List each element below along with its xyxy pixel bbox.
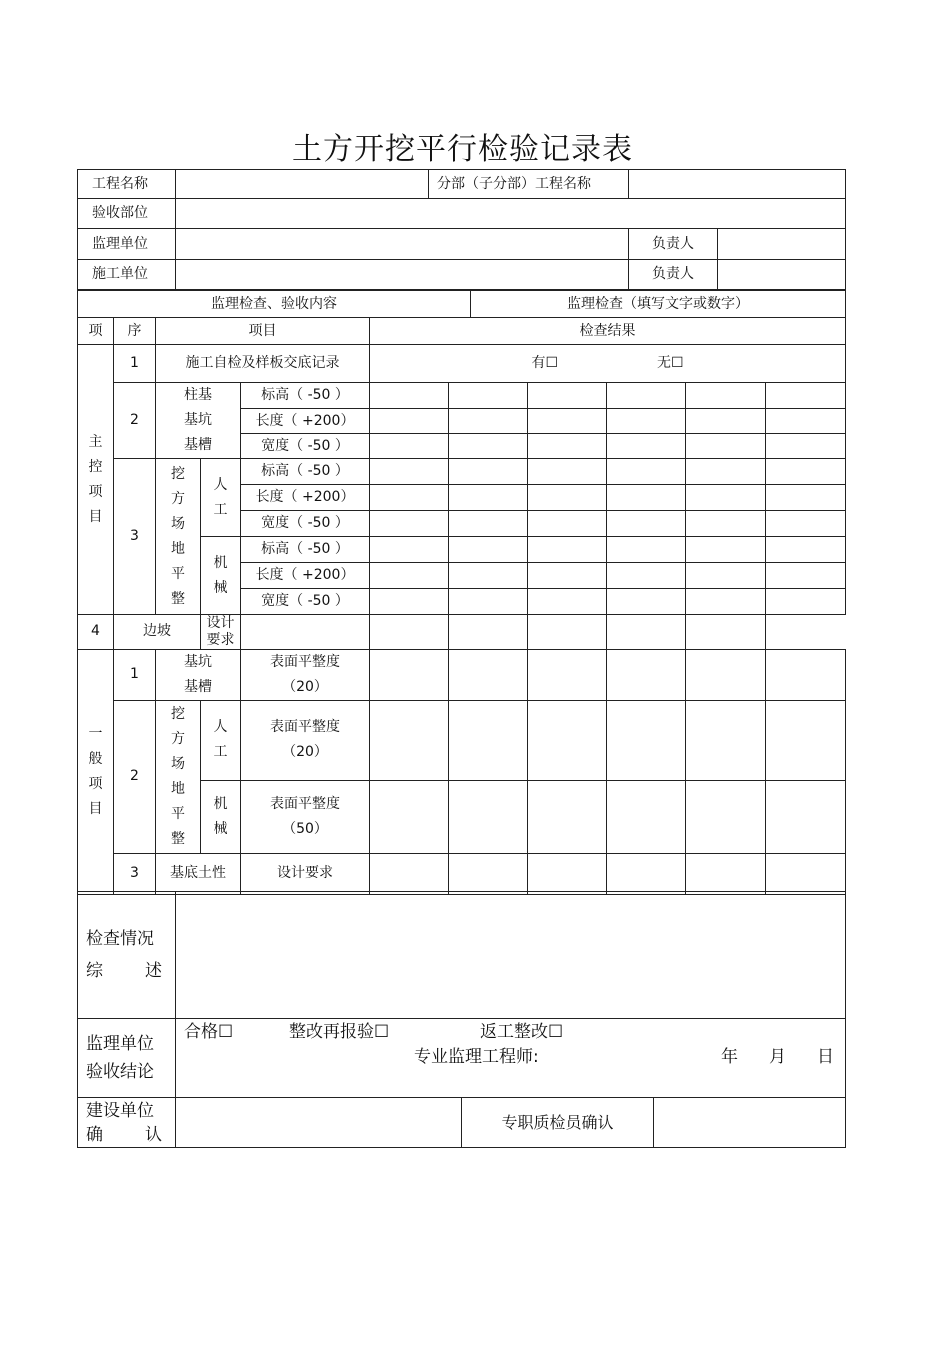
sub-project-field[interactable] <box>629 170 846 199</box>
result-cell[interactable] <box>370 485 449 511</box>
result-cell[interactable] <box>607 700 686 780</box>
result-cell[interactable] <box>766 649 846 700</box>
result-cell[interactable] <box>686 485 766 511</box>
result-cell[interactable] <box>607 780 686 853</box>
mc2-item: 宽度（ -50 ） <box>241 434 370 459</box>
gen-seq-3: 3 <box>114 853 156 894</box>
mc-seq-2: 2 <box>114 383 156 459</box>
result-cell[interactable] <box>766 563 846 589</box>
result-cell[interactable] <box>449 434 528 459</box>
conclusion-field <box>176 1019 846 1098</box>
gen-seq-2: 2 <box>114 700 156 853</box>
result-cell[interactable] <box>766 537 846 563</box>
inspection-table <box>77 317 846 895</box>
result-cell[interactable] <box>449 383 528 409</box>
gen-seq-1: 1 <box>114 649 156 700</box>
result-cell[interactable] <box>607 409 686 434</box>
result-cell[interactable] <box>370 589 449 615</box>
general-items-label: 一 般 项 目 <box>78 649 114 894</box>
mc-pit-group: 柱基 基坑 基槽 <box>156 383 241 459</box>
option-rectify-resubmit[interactable]: 整改再报验☐ <box>289 1022 390 1042</box>
result-cell[interactable] <box>370 615 449 650</box>
result-cell[interactable] <box>449 853 528 894</box>
summary-table <box>77 891 846 1148</box>
result-cell[interactable] <box>449 700 528 780</box>
supervision-responsible-field[interactable] <box>718 229 846 260</box>
result-cell[interactable] <box>686 537 766 563</box>
result-cell[interactable] <box>370 700 449 780</box>
result-cell[interactable] <box>449 649 528 700</box>
mc3-manual-item: 长度（ +200） <box>241 485 370 511</box>
result-cell[interactable] <box>449 589 528 615</box>
result-cell[interactable] <box>686 383 766 409</box>
result-cell[interactable] <box>607 537 686 563</box>
result-cell[interactable] <box>449 459 528 485</box>
mc-record-options <box>370 345 846 383</box>
supervision-unit-field[interactable] <box>176 229 629 260</box>
gen2-machine-flatness: 表面平整度 （50） <box>241 780 370 853</box>
date-month: 月 <box>769 1047 786 1067</box>
col-project: 项目 <box>156 318 370 345</box>
mc-self-check: 施工自检及样板交底记录 <box>156 345 370 383</box>
result-cell[interactable] <box>449 409 528 434</box>
supervision-responsible-label: 负责人 <box>629 229 718 260</box>
gen2-manual-flatness: 表面平整度 （20） <box>241 700 370 780</box>
result-cell[interactable] <box>370 649 449 700</box>
gen1-flatness: 表面平整度 （20） <box>241 649 370 700</box>
result-cell[interactable] <box>449 615 528 650</box>
result-cell[interactable] <box>528 589 607 615</box>
acceptance-part-label: 验收部位 <box>78 199 176 229</box>
result-cell[interactable] <box>370 409 449 434</box>
gen-soil: 基底土性 <box>156 853 241 894</box>
construction-responsible-label: 负责人 <box>629 260 718 290</box>
result-cell[interactable] <box>607 563 686 589</box>
mc-slope: 边坡 <box>114 615 201 650</box>
result-cell[interactable] <box>528 563 607 589</box>
result-cell[interactable] <box>607 485 686 511</box>
gen-manual-label: 人 工 <box>201 700 241 780</box>
mc-seq-4: 4 <box>78 615 114 650</box>
mc3-machine-item: 长度（ +200） <box>241 563 370 589</box>
result-cell[interactable] <box>449 780 528 853</box>
qc-label: 专职质检员确认 <box>462 1098 654 1148</box>
result-cell[interactable] <box>528 537 607 563</box>
result-cell[interactable] <box>686 700 766 780</box>
result-cell[interactable] <box>766 459 846 485</box>
engineer-label: 专业监理工程师: <box>414 1047 539 1067</box>
result-cell[interactable] <box>686 649 766 700</box>
gen-excavation-group: 挖 方 场 地 平 整 <box>156 700 201 853</box>
sub-project-label: 分部（子分部）工程名称 <box>429 170 629 199</box>
check-label: 监理检查（填写文字或数字） <box>471 291 846 318</box>
mc-excavation-group: 挖 方 场 地 平 整 <box>156 459 201 615</box>
result-cell[interactable] <box>528 700 607 780</box>
result-cell[interactable] <box>528 409 607 434</box>
mc2-item: 长度（ +200） <box>241 409 370 434</box>
result-cell[interactable] <box>370 563 449 589</box>
header-table <box>77 169 846 290</box>
result-cell[interactable] <box>766 383 846 409</box>
project-name-field[interactable] <box>176 170 429 199</box>
result-cell[interactable] <box>370 511 449 537</box>
summary-field[interactable] <box>176 892 846 1019</box>
result-cell[interactable] <box>528 511 607 537</box>
result-cell[interactable] <box>766 700 846 780</box>
summary-label: 检查情况 综 述 <box>78 892 176 1019</box>
mc3-machine-item: 宽度（ -50 ） <box>241 589 370 615</box>
result-cell[interactable] <box>241 615 370 650</box>
project-name-label: 工程名称 <box>78 170 176 199</box>
result-cell[interactable] <box>607 649 686 700</box>
construction-unit-field[interactable] <box>176 260 629 290</box>
result-cell[interactable] <box>607 853 686 894</box>
result-cell[interactable] <box>686 563 766 589</box>
result-cell[interactable] <box>528 434 607 459</box>
mc3-manual-item: 标高（ -50 ） <box>241 459 370 485</box>
owner-field[interactable] <box>176 1098 462 1148</box>
result-cell[interactable] <box>370 383 449 409</box>
option-rework[interactable]: 返工整改☐ <box>480 1022 564 1042</box>
col-item: 项 <box>78 318 114 345</box>
result-cell[interactable] <box>528 780 607 853</box>
result-cell[interactable] <box>766 409 846 434</box>
result-cell[interactable] <box>370 459 449 485</box>
result-cell[interactable] <box>766 853 846 894</box>
mc-machine-label: 机 械 <box>201 537 241 615</box>
result-cell[interactable] <box>607 434 686 459</box>
acceptance-part-field[interactable] <box>176 199 846 229</box>
result-cell[interactable] <box>449 537 528 563</box>
result-cell[interactable] <box>766 434 846 459</box>
mc3-machine-item: 标高（ -50 ） <box>241 537 370 563</box>
result-cell[interactable] <box>607 615 686 650</box>
result-cell[interactable] <box>528 649 607 700</box>
result-cell[interactable] <box>528 459 607 485</box>
result-cell[interactable] <box>528 615 607 650</box>
construction-unit-label: 施工单位 <box>78 260 176 290</box>
result-cell[interactable] <box>370 780 449 853</box>
mc-seq-1: 1 <box>114 345 156 383</box>
option-yes[interactable]: 有☐ <box>531 355 559 372</box>
result-cell[interactable] <box>766 780 846 853</box>
supervision-unit-label: 监理单位 <box>78 229 176 260</box>
owner-label: 建设单位 确 认 <box>78 1098 176 1148</box>
result-cell[interactable] <box>686 853 766 894</box>
result-cell[interactable] <box>766 511 846 537</box>
option-qualified[interactable]: 合格☐ <box>184 1022 234 1042</box>
page-title: 土方开挖平行检验记录表 <box>292 132 633 167</box>
result-cell[interactable] <box>686 434 766 459</box>
result-cell[interactable] <box>607 511 686 537</box>
mc3-manual-item: 宽度（ -50 ） <box>241 511 370 537</box>
construction-responsible-field[interactable] <box>718 260 846 290</box>
result-cell[interactable] <box>528 485 607 511</box>
result-cell[interactable] <box>449 511 528 537</box>
option-no[interactable]: 无☐ <box>656 355 684 372</box>
col-seq: 序 <box>114 318 156 345</box>
result-cell[interactable] <box>449 563 528 589</box>
gen-soil-req: 设计要求 <box>241 853 370 894</box>
result-cell[interactable] <box>607 459 686 485</box>
col-result: 检查结果 <box>370 318 846 345</box>
result-cell[interactable] <box>686 615 766 650</box>
result-cell[interactable] <box>528 383 607 409</box>
mc-seq-3: 3 <box>114 459 156 615</box>
date-day: 日 <box>817 1047 834 1067</box>
result-cell[interactable] <box>449 485 528 511</box>
main-control-label: 主 控 项 目 <box>78 345 114 615</box>
result-cell[interactable] <box>607 589 686 615</box>
result-cell[interactable] <box>528 853 607 894</box>
result-cell[interactable] <box>686 780 766 853</box>
conclusion-label: 监理单位 验收结论 <box>78 1019 176 1098</box>
result-cell[interactable] <box>686 511 766 537</box>
date-year: 年 <box>721 1047 738 1067</box>
result-cell[interactable] <box>607 383 686 409</box>
mc-manual-label: 人 工 <box>201 459 241 537</box>
result-cell[interactable] <box>686 589 766 615</box>
section-header <box>77 290 846 318</box>
result-cell[interactable] <box>686 409 766 434</box>
mc2-item: 标高（ -50 ） <box>241 383 370 409</box>
result-cell[interactable] <box>686 459 766 485</box>
result-cell[interactable] <box>370 537 449 563</box>
qc-field[interactable] <box>654 1098 846 1148</box>
result-cell[interactable] <box>766 485 846 511</box>
gen-pit-group: 基坑 基槽 <box>156 649 241 700</box>
gen-machine-label: 机 械 <box>201 780 241 853</box>
result-cell[interactable] <box>370 853 449 894</box>
mc-slope-req: 设计要求 <box>201 615 241 650</box>
content-label: 监理检查、验收内容 <box>78 291 471 318</box>
result-cell[interactable] <box>370 434 449 459</box>
result-cell[interactable] <box>766 589 846 615</box>
